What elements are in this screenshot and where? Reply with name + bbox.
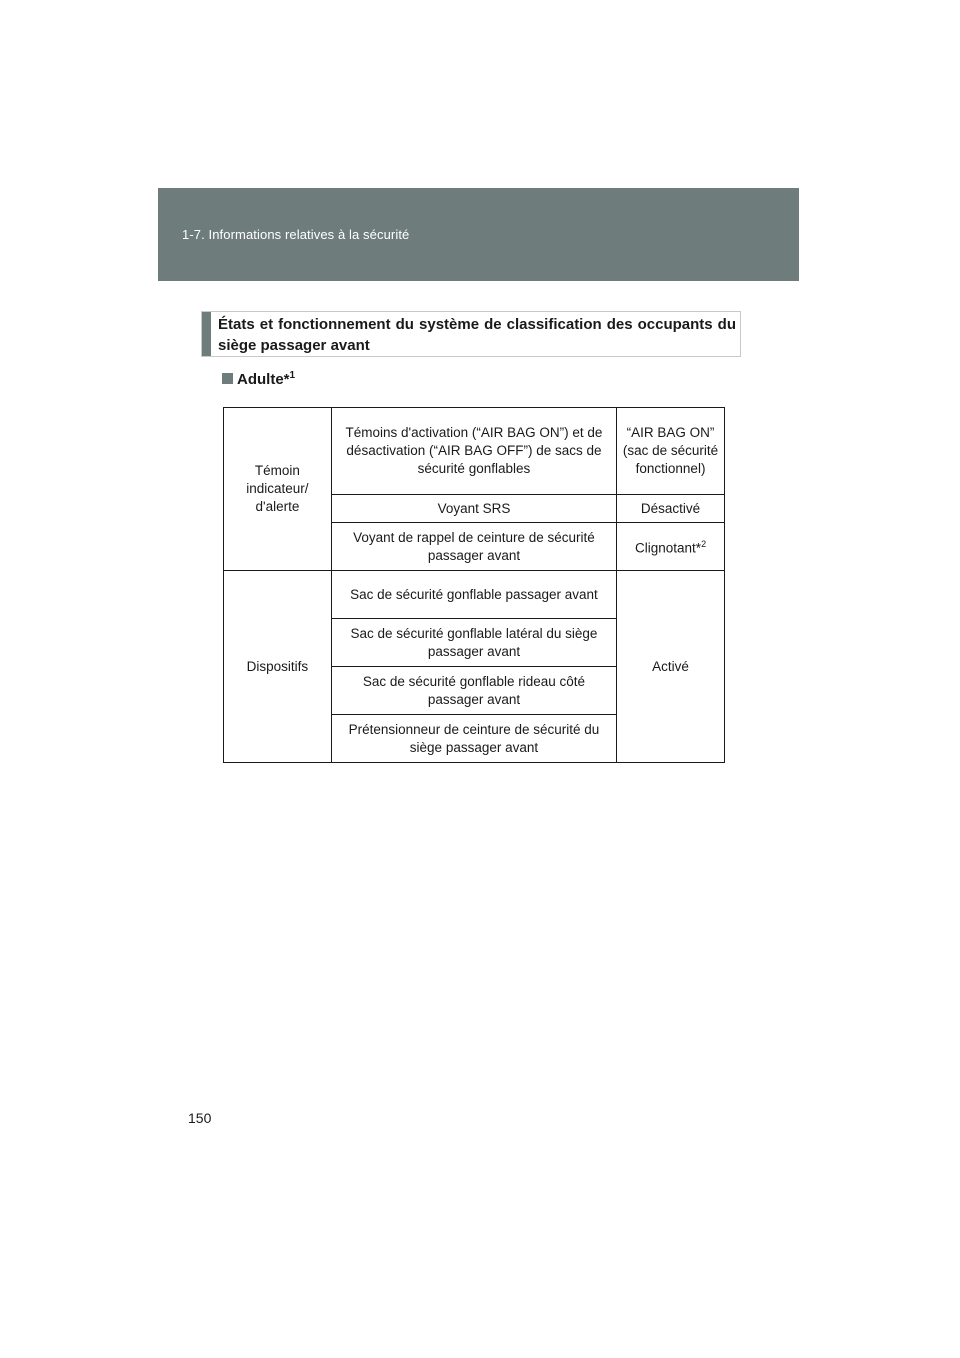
indicator-state-cell: Désactivé xyxy=(617,495,725,523)
devices-label-cell: Dispositifs xyxy=(224,571,332,763)
table-row xyxy=(224,408,725,495)
indicator-state-cell xyxy=(617,523,725,571)
section-title: États et fonctionnement du système de classification des occupants du siège passager avant xyxy=(218,316,736,354)
section-title-box xyxy=(201,311,741,357)
subheading-label: Adulte* xyxy=(237,371,290,388)
subheading-footnote-ref: 1 xyxy=(289,370,296,381)
device-item-cell: Sac de sécurité gonflable passager avant xyxy=(331,571,616,619)
section-label: 1-7. Informations relatives à la sécurité xyxy=(182,227,410,242)
table-row xyxy=(224,571,725,619)
classification-table xyxy=(223,407,725,763)
device-item-cell: Sac de sécurité gonflable rideau côté passager avant xyxy=(331,667,616,715)
square-bullet-icon xyxy=(222,373,233,384)
state-text: Clignotant* xyxy=(635,540,702,556)
indicators-label-cell: Témoin indicateur/ d'alerte xyxy=(224,408,332,571)
indicator-item-cell: Témoins d'activation (“AIR BAG ON”) et de désactivation (“AIR BAG OFF”) de sacs de sécurité gonflables xyxy=(331,408,616,495)
page-number: 150 xyxy=(188,1110,212,1126)
state-footnote-ref: 2 xyxy=(701,539,707,550)
indicator-state-cell: “AIR BAG ON” (sac de sécurité fonctionnel) xyxy=(617,408,725,495)
indicator-item-cell: Voyant de rappel de ceinture de sécurité passager avant xyxy=(331,523,616,571)
title-accent-bar xyxy=(202,312,211,356)
device-item-cell: Sac de sécurité gonflable latéral du siège passager avant xyxy=(331,619,616,667)
device-item-cell: Prétensionneur de ceinture de sécurité du siège passager avant xyxy=(331,715,616,763)
chapter-header-band xyxy=(158,188,799,281)
subheading-adult xyxy=(222,370,295,388)
devices-state-cell: Activé xyxy=(617,571,725,763)
indicator-item-cell: Voyant SRS xyxy=(331,495,616,523)
